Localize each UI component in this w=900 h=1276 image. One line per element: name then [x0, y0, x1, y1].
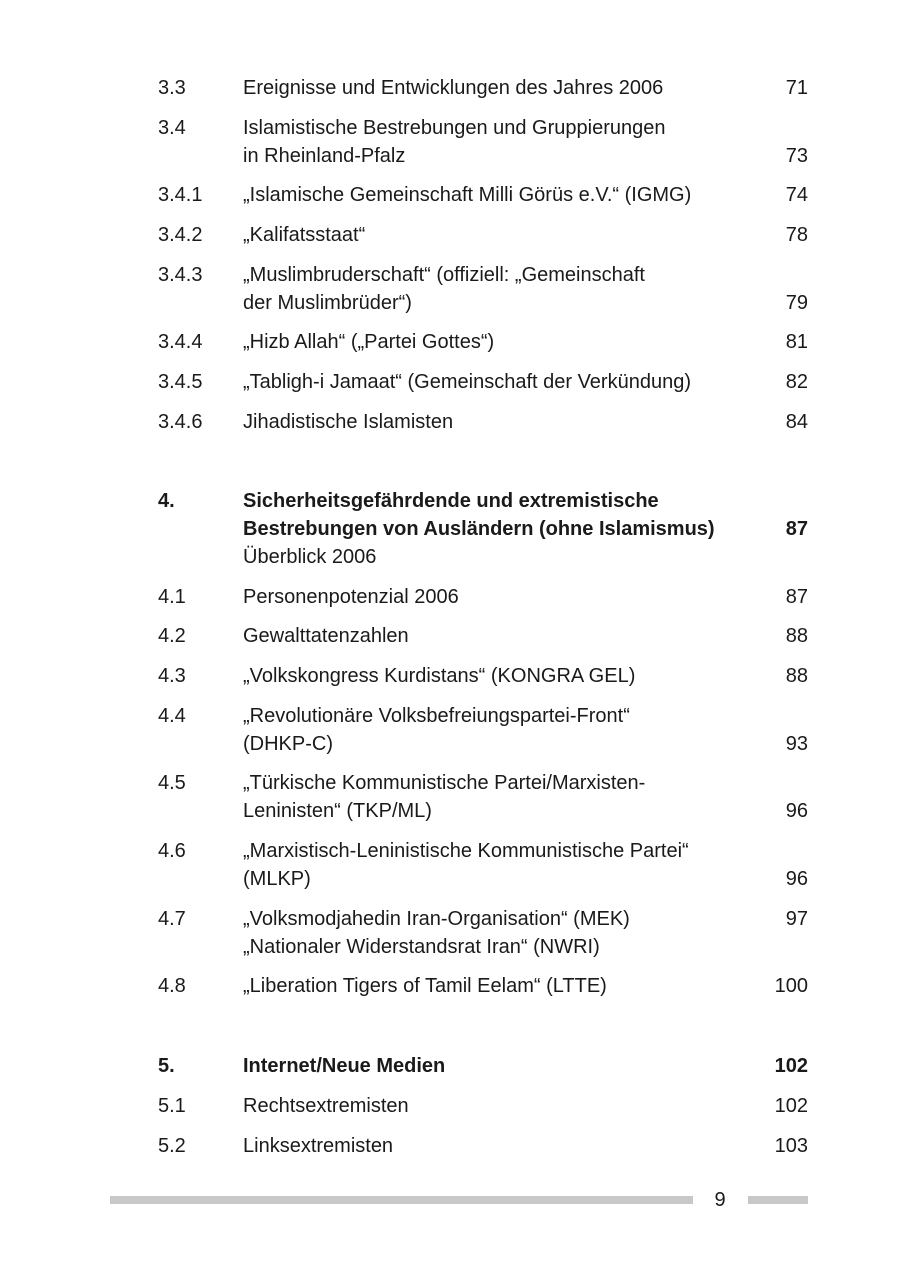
toc-entry-number: 4. [158, 490, 175, 512]
toc-entry-title: Personenpotenzial 2006 [243, 586, 459, 608]
toc-entry-number: 4.4 [158, 705, 186, 727]
toc-entry-title: Gewalttatenzahlen [243, 625, 409, 647]
toc-entry-page: 73 [785, 145, 808, 167]
toc-entry-page: 88 [785, 665, 808, 687]
footer-rule-left [110, 1196, 693, 1204]
toc-entry-title: Ereignisse und Entwicklungen des Jahres 2006 [243, 77, 664, 99]
toc-entry-title: Linksextremisten [243, 1135, 394, 1157]
toc-entry-title: „Islamische Gemeinschaft Milli Görüs e.V.“ (IGMG) [243, 184, 692, 206]
toc-entry-page: 102 [774, 1095, 808, 1117]
toc-entry-title: „Türkische Kommunistische Partei/Marxisten- Leninisten“ (TKP/ML) [243, 772, 646, 822]
toc-entry-number: 4.1 [158, 586, 186, 608]
toc-entry-title: Internet/Neue Medien [243, 1055, 446, 1077]
toc-entry-page: 103 [774, 1135, 808, 1157]
toc-entry-page: 96 [785, 800, 808, 822]
toc-entry-number: 4.3 [158, 665, 186, 687]
toc-entry-page: 84 [785, 411, 808, 433]
toc-entry-number: 3.4.6 [158, 411, 203, 433]
toc-entry-number: 4.5 [158, 772, 186, 794]
toc-entry-number: 3.4.3 [158, 264, 203, 286]
toc-entry-title: „Tabligh-i Jamaat“ (Gemeinschaft der Verkündung) [243, 371, 691, 393]
toc-entry-number: 4.8 [158, 975, 186, 997]
toc-entry-page: 88 [785, 625, 808, 647]
toc-entry-number: 4.6 [158, 840, 186, 862]
toc-entry-number: 5.2 [158, 1135, 186, 1157]
toc-entry-number: 3.4.2 [158, 224, 203, 246]
toc-entry-title: Rechtsextremisten [243, 1095, 409, 1117]
toc-entry-number: 5.1 [158, 1095, 186, 1117]
toc-entry-page: 97 [785, 908, 808, 930]
toc-entry-page: 71 [785, 77, 808, 99]
toc-entry-title: „Revolutionäre Volksbefreiungspartei-Front“ (DHKP-C) [243, 705, 630, 755]
toc-entry-page: 87 [785, 586, 808, 608]
toc-entry-page: 81 [785, 331, 808, 353]
toc-entry-page: 96 [785, 868, 808, 890]
toc-entry-title: „Hizb Allah“ („Partei Gottes“) [243, 331, 495, 353]
toc-entry-title: Jihadistische Islamisten [243, 411, 454, 433]
toc-entry-title: „Liberation Tigers of Tamil Eelam“ (LTTE) [243, 975, 607, 997]
toc-entry-page: 100 [774, 975, 808, 997]
toc-entry-title: Sicherheitsgefährdende und extremistische Bestrebungen von Ausländern (ohne Islamismus) Überblick 2006 [243, 490, 715, 568]
toc-entry-number: 3.4 [158, 117, 186, 139]
toc-entry-title: „Kalifatsstaat“ [243, 224, 366, 246]
toc-entry-page: 87 [785, 518, 808, 540]
toc-entry-page: 74 [785, 184, 808, 206]
toc-entry-number: 4.7 [158, 908, 186, 930]
toc-entry-page: 82 [785, 371, 808, 393]
toc-entry-page: 93 [785, 733, 808, 755]
footer-rule-right [748, 1196, 808, 1204]
toc-entry-title: „Marxistisch-Leninistische Kommunistische Partei“ (MLKP) [243, 840, 689, 890]
toc-entry-number: 3.3 [158, 77, 186, 99]
toc-entry-title: Islamistische Bestrebungen und Gruppierungen in Rheinland-Pfalz [243, 117, 666, 167]
toc-entry-number: 3.4.5 [158, 371, 203, 393]
toc-entry-page: 102 [774, 1055, 808, 1077]
page-number: 9 [714, 1189, 726, 1211]
toc-entry-number: 5. [158, 1055, 175, 1077]
toc-entry-title: „Muslimbruderschaft“ (offiziell: „Gemeinschaft der Muslimbrüder“) [243, 264, 645, 314]
toc-entry-number: 4.2 [158, 625, 186, 647]
toc-entry-number: 3.4.1 [158, 184, 203, 206]
toc-entry-page: 78 [785, 224, 808, 246]
toc-entry-title: „Volksmodjahedin Iran-Organisation“ (MEK) „Nationaler Widerstandsrat Iran“ (NWRI) [243, 908, 630, 958]
toc-entry-number: 3.4.4 [158, 331, 203, 353]
toc-entry-title: „Volkskongress Kurdistans“ (KONGRA GEL) [243, 665, 636, 687]
toc-entry-page: 79 [785, 292, 808, 314]
